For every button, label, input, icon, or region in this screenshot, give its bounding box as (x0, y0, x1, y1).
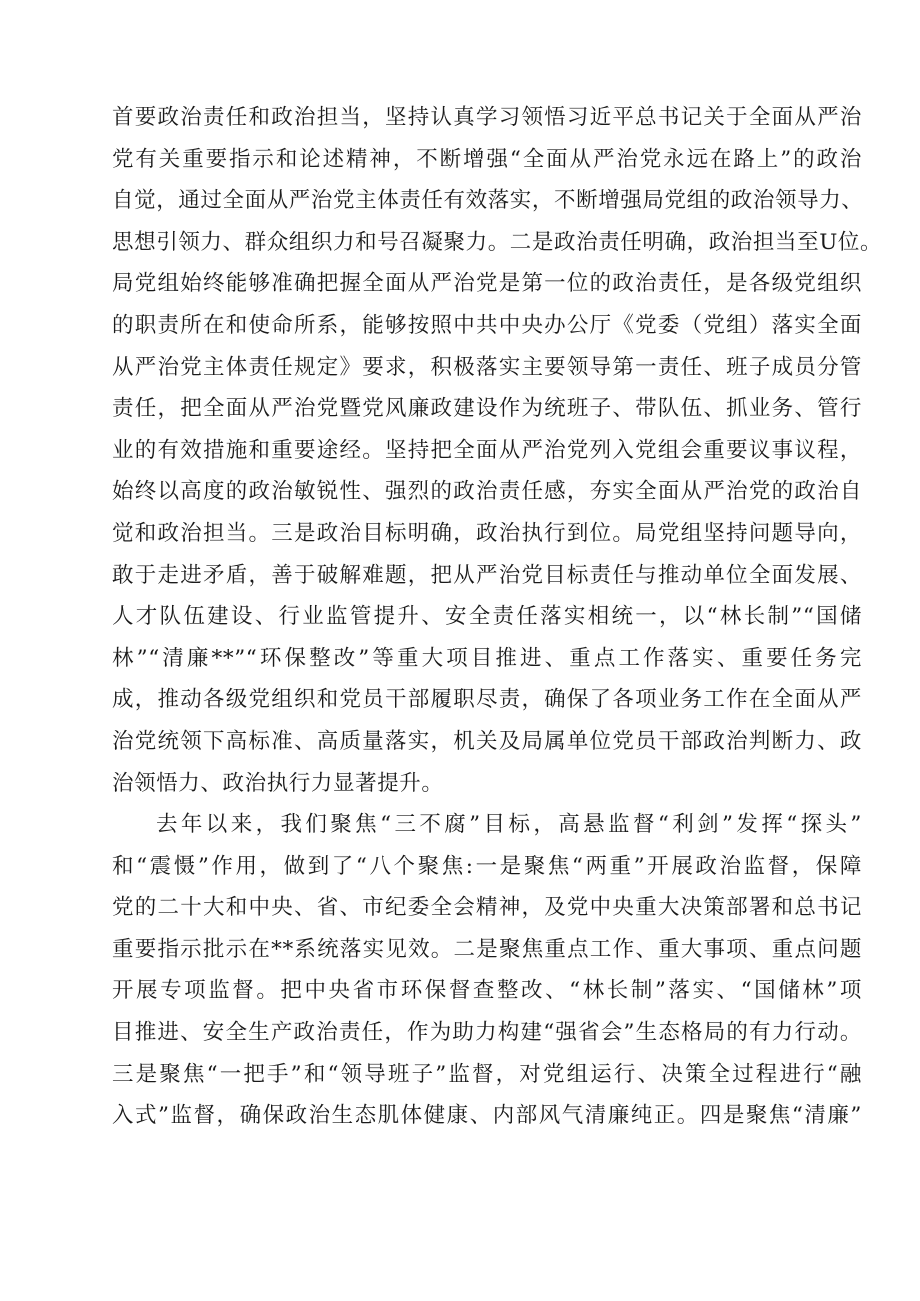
text-line: 成，推动各级党组织和党员干部履职尽责，确保了各项业务工作在全面从严 (112, 687, 862, 713)
text-line: 责任，把全面从严治党暨党风廉政建设作为统班子、带队伍、抓业务、管行 (112, 396, 862, 422)
text-line: 人才队伍建设、行业监管提升、安全责任落实相统一，以“林长制”“国储 (112, 604, 862, 630)
text-line: 思想引领力、群众组织力和号召凝聚力。二是政治责任明确，政治担当至U位。 (112, 229, 883, 255)
text-line: 党的二十大和中央、省、市纪委全会精神，及党中央重大决策部署和总书记 (112, 895, 862, 921)
text-line: 治党统领下高标准、高质量落实，机关及局属单位党员干部政治判断力、政 (112, 728, 862, 754)
paragraph-2 (112, 804, 862, 1137)
text-line: 敢于走进矛盾，善于破解难题，把从严治党目标责任与推动单位全面发展、 (112, 562, 862, 588)
text-line: 林”“清廉**”“环保整改”等重大项目推进、重点工作落实、重要任务完 (112, 645, 862, 671)
text-line: 党有关重要指示和论述精神，不断增强“全面从严治党永远在路上”的政治 (112, 146, 862, 172)
text-line: 三是聚焦“一把手”和“领导班子”监督，对党组运行、决策全过程进行“融 (112, 1061, 862, 1087)
text-line: 始终以高度的政治敏锐性、强烈的政治责任感，夯实全面从严治党的政治自 (112, 479, 862, 505)
text-line: 去年以来，我们聚焦“三不腐”目标，高悬监督“利剑”发挥“探头” (156, 812, 862, 838)
text-line: 觉和政治担当。三是政治目标明确，政治执行到位。局党组坚持问题导向， (112, 520, 862, 546)
text-line: 从严治党主体责任规定》要求，积极落实主要领导第一责任、班子成员分管 (112, 354, 862, 380)
text-line: 首要政治责任和政治担当，坚持认真学习领悟习近平总书记关于全面从严治 (112, 105, 862, 130)
text-line: 重要指示批示在**系统落实见效。二是聚焦重点工作、重大事项、重点问题 (112, 936, 862, 962)
text-line: 目推进、安全生产政治责任，作为助力构建“强省会”生态格局的有力行动。 (112, 1020, 862, 1046)
text-line: 和“震慑”作用，做到了“八个聚焦:一是聚焦“两重”开展政治监督，保障 (112, 853, 862, 879)
text-line: 的职责所在和使命所系，能够按照中共中央办公厅《党委（党组）落实全面 (112, 312, 862, 338)
text-line: 自觉，通过全面从严治党主体责任有效落实，不断增强局党组的政治领导力、 (112, 188, 864, 214)
text-line: 业的有效措施和重要途经。坚持把全面从严治党列入党组会重要议事议程， (112, 437, 862, 463)
text-line: 入式”监督，确保政治生态肌体健康、内部风气清廉纯正。四是聚焦“清廉” (112, 1103, 862, 1129)
text-line: 局党组始终能够准确把握全面从严治党是第一位的政治责任，是各级党组织 (112, 271, 862, 297)
document-body (112, 97, 883, 1137)
text-line: 治领悟力、政治执行力显著提升。 (112, 770, 444, 796)
paragraph-1 (112, 97, 883, 804)
text-line: 开展专项监督。把中央省市环保督查整改、“林长制”落实、“国储林”项 (112, 978, 862, 1004)
